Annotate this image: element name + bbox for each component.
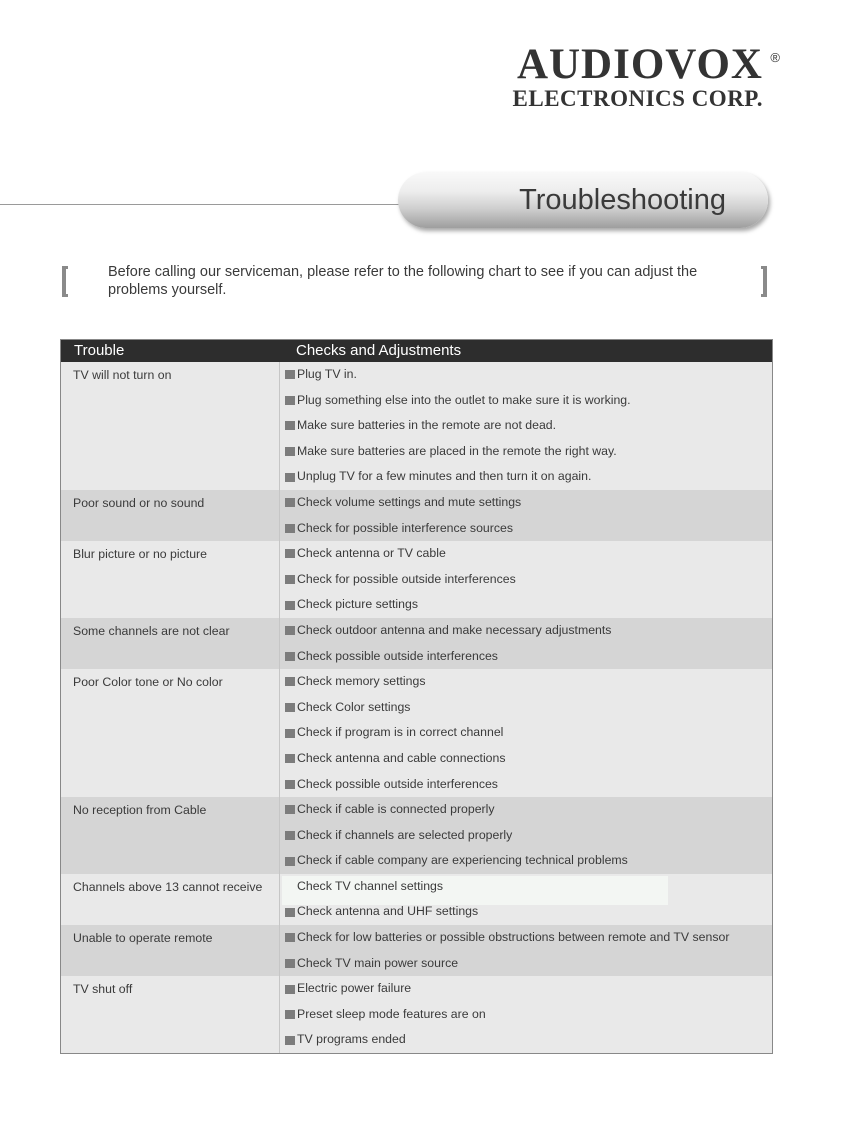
check-item bbox=[284, 439, 772, 465]
check-item bbox=[284, 951, 772, 977]
brand-logo bbox=[512, 41, 780, 111]
check-item bbox=[284, 695, 772, 721]
check-text: Check antenna or TV cable bbox=[297, 546, 446, 561]
bullet-square-icon bbox=[285, 473, 295, 482]
table-row bbox=[61, 925, 772, 976]
check-item bbox=[284, 413, 772, 439]
trouble-cell: Poor Color tone or No color bbox=[61, 669, 280, 797]
bullet-square-icon bbox=[285, 1010, 295, 1019]
bullet-square-icon bbox=[285, 831, 295, 840]
check-text: Check Color settings bbox=[297, 699, 411, 714]
trouble-cell: Poor sound or no sound bbox=[61, 490, 280, 541]
trouble-cell: TV will not turn on bbox=[61, 362, 280, 490]
check-text: Check for possible outside interferences bbox=[297, 571, 516, 586]
check-item bbox=[284, 1027, 772, 1053]
check-item bbox=[284, 1002, 772, 1028]
page-title: Troubleshooting bbox=[519, 184, 726, 216]
check-text: TV programs ended bbox=[297, 1032, 406, 1047]
bullet-square-icon bbox=[285, 908, 295, 917]
bullet-square-icon bbox=[285, 857, 295, 866]
check-text: Check if channels are selected properly bbox=[297, 827, 513, 842]
bullet-square-icon bbox=[285, 959, 295, 968]
table-body bbox=[61, 362, 772, 1053]
check-item bbox=[284, 976, 772, 1002]
table-row bbox=[61, 797, 772, 874]
trouble-cell: Channels above 13 cannot receive bbox=[61, 874, 280, 925]
check-item bbox=[284, 746, 772, 772]
header-checks: Checks and Adjustments bbox=[296, 342, 462, 359]
bullet-square-icon bbox=[285, 754, 295, 763]
check-text: Check antenna and UHF settings bbox=[297, 904, 479, 919]
trouble-cell: No reception from Cable bbox=[61, 797, 280, 874]
check-text: Check outdoor antenna and make necessary adjustments bbox=[297, 622, 612, 637]
check-text: Electric power failure bbox=[297, 981, 412, 996]
bullet-square-icon bbox=[285, 677, 295, 686]
check-text: Check antenna and cable connections bbox=[297, 750, 506, 765]
check-text: Check memory settings bbox=[297, 674, 426, 689]
checks-cell bbox=[280, 797, 772, 874]
trouble-cell: Some channels are not clear bbox=[61, 618, 280, 669]
bullet-square-icon bbox=[285, 498, 295, 507]
trouble-cell: Blur picture or no picture bbox=[61, 541, 280, 618]
bullet-square-icon bbox=[285, 370, 295, 379]
check-item bbox=[284, 823, 772, 849]
checks-cell bbox=[280, 976, 772, 1053]
check-text: Make sure batteries in the remote are not dead. bbox=[297, 418, 557, 433]
bullet-square-icon bbox=[285, 652, 295, 661]
check-text: Unplug TV for a few minutes and then turn it on again. bbox=[297, 469, 592, 484]
bullet-square-icon bbox=[285, 626, 295, 635]
check-item bbox=[284, 797, 772, 823]
check-text: Plug TV in. bbox=[297, 367, 357, 381]
bullet-square-icon bbox=[285, 805, 295, 814]
table-row bbox=[61, 874, 772, 925]
bullet-square-icon bbox=[285, 524, 295, 533]
check-item bbox=[284, 388, 772, 414]
check-item bbox=[284, 464, 772, 490]
table-row bbox=[61, 976, 772, 1053]
check-text: Check TV main power source bbox=[297, 955, 459, 970]
trouble-cell: TV shut off bbox=[61, 976, 280, 1053]
bullet-square-icon bbox=[285, 575, 295, 584]
check-item bbox=[284, 669, 772, 695]
check-text: Check for possible interference sources bbox=[297, 520, 513, 535]
check-text: Preset sleep mode features are on bbox=[297, 1006, 486, 1021]
checks-cell bbox=[280, 874, 772, 925]
check-text: Plug something else into the outlet to make sure it is working. bbox=[297, 392, 631, 407]
check-item bbox=[284, 362, 772, 388]
brand-name: AUDIOVOX bbox=[516, 41, 763, 88]
right-bracket-decoration bbox=[761, 266, 767, 297]
bullet-square-icon bbox=[285, 933, 295, 942]
check-item bbox=[284, 772, 772, 798]
bullet-square-icon bbox=[285, 729, 295, 738]
check-item bbox=[284, 567, 772, 593]
bullet-square-icon bbox=[285, 780, 295, 789]
checks-cell bbox=[280, 618, 772, 669]
check-text: Check possible outside interferences bbox=[297, 776, 498, 791]
bullet-square-icon bbox=[285, 447, 295, 456]
troubleshooting-table bbox=[60, 339, 773, 1054]
table-row bbox=[61, 362, 772, 490]
bullet-square-icon bbox=[285, 421, 295, 430]
bullet-square-icon bbox=[285, 703, 295, 712]
check-item bbox=[284, 720, 772, 746]
checks-cell bbox=[280, 541, 772, 618]
checks-cell bbox=[280, 490, 772, 541]
bullet-square-icon bbox=[285, 1036, 295, 1045]
check-item bbox=[284, 592, 772, 618]
bullet-square-icon bbox=[285, 549, 295, 558]
check-text: Check if program is in correct channel bbox=[297, 725, 504, 740]
table-header bbox=[61, 340, 772, 362]
check-text: Check if cable company are experiencing technical problems bbox=[297, 853, 628, 868]
check-text: Check if cable is connected properly bbox=[297, 802, 495, 817]
registered-mark: ® bbox=[770, 50, 780, 65]
table-row bbox=[61, 541, 772, 618]
check-item bbox=[284, 925, 772, 951]
bullet-square-icon bbox=[285, 601, 295, 610]
check-text: Make sure batteries are placed in the remote the right way. bbox=[297, 443, 617, 458]
checks-cell bbox=[280, 362, 772, 490]
left-bracket-decoration bbox=[62, 266, 68, 297]
check-text: Check for low batteries or possible obstructions between remote and TV sensor bbox=[297, 930, 730, 945]
check-text: Check volume settings and mute settings bbox=[297, 494, 522, 509]
trouble-cell: Unable to operate remote bbox=[61, 925, 280, 976]
intro-text: Before calling our serviceman, please refer to the following chart to see if you can adjust the problems yourself. bbox=[108, 264, 698, 298]
checks-cell bbox=[280, 925, 772, 976]
brand-subtitle: ELECTRONICS CORP. bbox=[512, 86, 763, 111]
header-trouble: Trouble bbox=[74, 342, 125, 359]
check-item bbox=[284, 490, 772, 516]
check-item bbox=[284, 516, 772, 542]
bullet-square-icon bbox=[285, 985, 295, 994]
table-row bbox=[61, 618, 772, 669]
check-item bbox=[284, 618, 772, 644]
checks-cell bbox=[280, 669, 772, 797]
check-item bbox=[284, 541, 772, 567]
table-row bbox=[61, 669, 772, 797]
title-banner bbox=[398, 172, 768, 228]
table-row bbox=[61, 490, 772, 541]
bullet-square-icon bbox=[285, 396, 295, 405]
check-item bbox=[284, 848, 772, 874]
check-text: Check picture settings bbox=[297, 597, 418, 612]
check-item bbox=[284, 644, 772, 670]
header-divider bbox=[0, 204, 420, 205]
check-text: Check TV channel settings bbox=[297, 878, 444, 893]
check-text: Check possible outside interferences bbox=[297, 648, 498, 663]
